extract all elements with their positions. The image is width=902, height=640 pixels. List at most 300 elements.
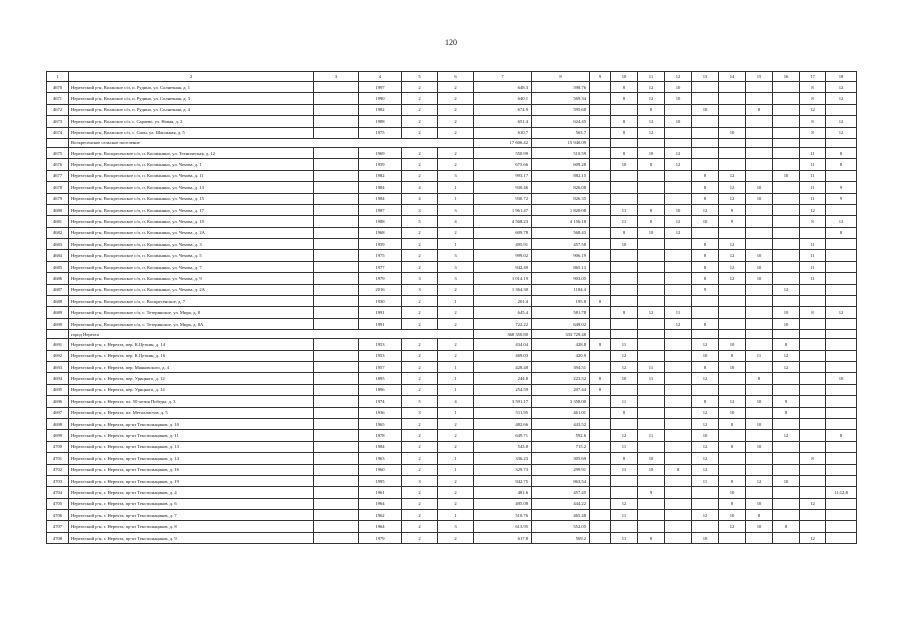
table-cell: 11 — [611, 204, 638, 215]
table-cell — [826, 239, 857, 250]
table-cell: 640.1 — [474, 93, 532, 104]
table-cell: 8 — [826, 227, 857, 238]
table-cell: 12 — [665, 227, 692, 238]
table-cell: 1984 — [359, 441, 402, 452]
table-cell: 4692 — [47, 350, 69, 361]
table-cell — [773, 159, 800, 170]
table-cell: 8 — [590, 384, 611, 395]
table-cell — [719, 296, 746, 307]
table-cell — [692, 127, 719, 138]
table-cell: 722.22 — [474, 318, 532, 329]
table-header-row — [47, 72, 857, 82]
table-cell: 9 — [692, 284, 719, 295]
table-cell: 2 — [438, 104, 474, 115]
table-cell: 8 — [719, 441, 746, 452]
table-cell: Нерехтский р-н, г. Нерехта, пер. Урицкого, д. 14 — [69, 384, 314, 395]
table-cell — [773, 127, 800, 138]
table-cell: 3 — [438, 273, 474, 284]
empty-cell — [746, 138, 773, 147]
table-cell — [314, 361, 359, 372]
table-cell — [773, 93, 800, 104]
table-cell — [665, 418, 692, 429]
table-cell — [590, 116, 611, 127]
table-cell: 648.3 — [474, 82, 532, 93]
table-cell: 12 — [826, 127, 857, 138]
empty-cell — [665, 138, 692, 147]
table-cell — [692, 498, 719, 509]
table-cell — [590, 227, 611, 238]
table-cell: 2 — [438, 127, 474, 138]
table-cell — [665, 384, 692, 395]
table-cell — [611, 261, 638, 272]
empty-cell — [826, 330, 857, 339]
table-cell: 8 — [800, 127, 826, 138]
table-cell — [719, 384, 746, 395]
table-cell — [314, 296, 359, 307]
table-cell: 4702 — [47, 464, 69, 475]
table-cell — [314, 250, 359, 261]
table-cell: 10 — [746, 261, 773, 272]
table-cell: Нерехтский р-н, Воскресенское с/п, п. Космынино, ул. Техническая, д. 12 — [69, 147, 314, 158]
table-cell: 3 591.17 — [474, 396, 532, 407]
table-cell: 8 — [692, 396, 719, 407]
table-cell: 11 — [611, 396, 638, 407]
column-header: 18 — [826, 72, 857, 82]
table-cell — [590, 104, 611, 115]
table-cell: 12 — [800, 498, 826, 509]
column-header: 12 — [665, 72, 692, 82]
table-cell — [590, 510, 611, 521]
table-cell: 12 — [826, 116, 857, 127]
table-cell — [638, 510, 665, 521]
table-cell — [773, 216, 800, 227]
table-cell — [773, 193, 800, 204]
table-cell: 12 — [611, 498, 638, 509]
table-cell — [719, 93, 746, 104]
table-cell — [692, 296, 719, 307]
table-cell: 11 — [692, 475, 719, 486]
table-cell: 8 — [800, 82, 826, 93]
table-cell: 4671 — [47, 93, 69, 104]
table-cell — [590, 361, 611, 372]
table-cell — [665, 430, 692, 441]
table-cell — [611, 296, 638, 307]
table-cell: Нерехтский р-н, Воскресенское с/п, п. Космынино, ул. Чехова, д. 11 — [69, 170, 314, 181]
table-cell: Нерехтский р-н, г. Нерехта, пер. Маяковского, д. 4 — [69, 361, 314, 372]
table-cell: Нерехтский р-н, Воскресенское с/п, п. Космынино, ул. Чехова, д. 3 — [69, 239, 314, 250]
table-cell — [638, 273, 665, 284]
table-cell: 12 — [611, 350, 638, 361]
table-cell: 4703 — [47, 475, 69, 486]
table-cell: 1896 — [359, 384, 402, 395]
table-cell: 4707 — [47, 521, 69, 532]
table-cell — [746, 487, 773, 498]
table-cell: 592.6 — [532, 430, 590, 441]
table-cell — [719, 227, 746, 238]
table-cell: 2 — [438, 318, 474, 329]
table-cell — [773, 498, 800, 509]
table-cell: 11 — [800, 193, 826, 204]
table-cell — [719, 373, 746, 384]
table-cell — [719, 82, 746, 93]
table-cell — [746, 361, 773, 372]
empty-cell — [47, 138, 69, 147]
table-cell — [665, 373, 692, 384]
table-cell — [692, 147, 719, 158]
table-cell: 1997 — [359, 82, 402, 93]
table-cell — [746, 384, 773, 395]
table-cell: 2 — [402, 498, 438, 509]
column-header: 8 — [532, 72, 590, 82]
table-cell: 4678 — [47, 182, 69, 193]
table-cell: 12 — [826, 307, 857, 318]
empty-cell — [746, 330, 773, 339]
table-cell: 613.95 — [474, 521, 532, 532]
table-cell — [773, 204, 800, 215]
table-row — [47, 350, 857, 361]
table-cell: 649.02 — [532, 318, 590, 329]
table-cell: 12 — [826, 216, 857, 227]
table-cell: 420.9 — [532, 350, 590, 361]
table-row — [47, 487, 857, 498]
table-cell: 12 — [692, 204, 719, 215]
table-cell: 1984 — [359, 182, 402, 193]
table-cell: 865.13 — [532, 261, 590, 272]
table-row — [47, 475, 857, 486]
table-cell: 10 — [746, 441, 773, 452]
table-cell — [314, 116, 359, 127]
table-cell: Нерехтский р-н, Воскресенское с/п, п. Космынино, ул. Чехова, д. 2А — [69, 284, 314, 295]
table-row — [47, 104, 857, 115]
table-cell: 2 — [402, 159, 438, 170]
column-header: 9 — [590, 72, 611, 82]
table-row — [47, 510, 857, 521]
table-cell: Нерехтский р-н, г. Нерехта, пр-кт Текстильщиков, д. 14 — [69, 453, 314, 464]
table-cell: 10 — [638, 453, 665, 464]
table-cell — [692, 384, 719, 395]
table-cell: 4676 — [47, 159, 69, 170]
table-cell: 1974 — [359, 396, 402, 407]
table-cell: 12 — [826, 82, 857, 93]
table-cell: 610.7 — [474, 127, 532, 138]
table-cell: 1969 — [359, 147, 402, 158]
table-cell: Нерехтский р-н, Воскресенское с/п, п. Космынино, ул. Чехова, д. 17 — [69, 204, 314, 215]
table-cell: 4684 — [47, 250, 69, 261]
table-cell — [800, 407, 826, 418]
table-cell — [314, 318, 359, 329]
table-cell — [826, 361, 857, 372]
table-cell: 11 — [800, 147, 826, 158]
table-cell — [665, 441, 692, 452]
table-cell — [826, 407, 857, 418]
table-cell: 8 — [590, 339, 611, 350]
table-cell: 8 — [638, 216, 665, 227]
empty-cell — [800, 138, 826, 147]
table-cell: 10 — [773, 475, 800, 486]
table-cell — [719, 318, 746, 329]
table-cell: Нерехтский р-н, Воскресенское с/п, п. Космынино, ул. Чехова, д. 5 — [69, 250, 314, 261]
table-cell: 3 358.00 — [532, 396, 590, 407]
table-cell — [590, 250, 611, 261]
table-cell: 495.08 — [474, 498, 532, 509]
table-cell: 2 — [402, 453, 438, 464]
table-cell: 8 — [611, 82, 638, 93]
table-cell — [773, 250, 800, 261]
table-cell: 1 — [438, 193, 474, 204]
table-cell: 4701 — [47, 453, 69, 464]
table-cell: 465.48 — [532, 510, 590, 521]
table-cell — [746, 339, 773, 350]
table-cell: 482.66 — [474, 418, 532, 429]
table-cell — [638, 261, 665, 272]
table-cell: 2 — [438, 487, 474, 498]
table-cell: 8 — [773, 521, 800, 532]
table-cell: 2 — [402, 318, 438, 329]
section-cell: 368 350.80 — [474, 330, 532, 339]
table-cell — [665, 127, 692, 138]
table-cell: 10 — [746, 273, 773, 284]
table-cell: 12 — [638, 82, 665, 93]
table-cell — [719, 116, 746, 127]
table-cell: 4675 — [47, 147, 69, 158]
table-cell: 11 — [800, 170, 826, 181]
table-cell — [638, 418, 665, 429]
table-cell: 1895 — [359, 373, 402, 384]
table-cell — [314, 170, 359, 181]
table-cell: 443.52 — [532, 418, 590, 429]
table-cell — [746, 318, 773, 329]
table-cell — [638, 441, 665, 452]
table-cell: 3 — [438, 170, 474, 181]
table-cell: 8 — [638, 204, 665, 215]
table-cell: 8 — [611, 227, 638, 238]
column-header: 7 — [474, 72, 532, 82]
table-cell: 10 — [719, 407, 746, 418]
table-cell — [746, 170, 773, 181]
table-cell: 12 — [719, 182, 746, 193]
column-header: 6 — [438, 72, 474, 82]
table-cell — [665, 453, 692, 464]
table-cell: 4706 — [47, 510, 69, 521]
table-cell — [638, 239, 665, 250]
table-cell: 12 — [611, 430, 638, 441]
section-cell: 17 606.42 — [474, 138, 532, 147]
table-cell: 11 — [611, 510, 638, 521]
table-cell: 4 — [402, 182, 438, 193]
table-cell — [665, 273, 692, 284]
table-cell: 2 — [402, 373, 438, 384]
table-cell: 12 — [719, 250, 746, 261]
table-row — [47, 441, 857, 452]
table-cell — [826, 532, 857, 543]
table-cell: 3 — [402, 284, 438, 295]
table-cell — [719, 532, 746, 543]
table-cell: 2 — [402, 350, 438, 361]
table-cell — [746, 116, 773, 127]
table-cell — [746, 204, 773, 215]
table-cell — [611, 487, 638, 498]
table-cell: 12 — [773, 361, 800, 372]
table-cell — [314, 418, 359, 429]
table-cell: 2 — [402, 418, 438, 429]
table-cell: 3 — [402, 204, 438, 215]
table-cell: 569.2 — [532, 532, 590, 543]
table-cell: 2 — [402, 307, 438, 318]
table-cell — [746, 227, 773, 238]
table-cell: 10 — [719, 487, 746, 498]
table-cell: 11 — [746, 350, 773, 361]
table-cell — [800, 521, 826, 532]
table-cell: 12 — [719, 521, 746, 532]
table-cell: 2 — [438, 307, 474, 318]
table-cell — [314, 182, 359, 193]
table-cell: 8 — [638, 159, 665, 170]
table-cell: 4696 — [47, 396, 69, 407]
table-cell: 10 — [773, 307, 800, 318]
table-cell: Нерехтский р-н, Воскресенское с/п, п. Космынино, ул. Чехова, д. 1 — [69, 159, 314, 170]
table-cell: 1 820.08 — [532, 204, 590, 215]
table-cell: 826.35 — [532, 193, 590, 204]
table-cell: 2 — [438, 227, 474, 238]
table-cell: 4679 — [47, 193, 69, 204]
table-row — [47, 227, 857, 238]
table-cell: 5 — [402, 216, 438, 227]
table-cell: 11 — [800, 261, 826, 272]
table-cell — [665, 396, 692, 407]
table-cell: 645.4 — [474, 307, 532, 318]
table-cell: 12 — [719, 396, 746, 407]
table-cell — [314, 350, 359, 361]
table-cell — [611, 193, 638, 204]
column-header: 16 — [773, 72, 800, 82]
table-cell — [665, 350, 692, 361]
table-cell: 10 — [826, 373, 857, 384]
table-cell: 2 — [402, 487, 438, 498]
table-cell — [719, 464, 746, 475]
column-header: 2 — [69, 72, 314, 82]
table-cell: Нерехтский р-н, Волжское с/п, п. Рудино, ул. Солнечная, д. 1 — [69, 82, 314, 93]
table-cell — [826, 339, 857, 350]
table-cell: 563.7 — [532, 127, 590, 138]
table-cell: 254.59 — [474, 384, 532, 395]
table-cell: 8 — [719, 475, 746, 486]
table-row — [47, 216, 857, 227]
table-cell: Нерехтский р-н, Воскресенское с/п, п. Космынино, ул. Чехова, д. 7 — [69, 261, 314, 272]
table-cell: 569.34 — [532, 93, 590, 104]
table-row — [47, 464, 857, 475]
table-cell: 12 — [665, 216, 692, 227]
table-cell — [773, 261, 800, 272]
empty-cell — [773, 138, 800, 147]
column-header: 3 — [314, 72, 359, 82]
table-cell: 495.91 — [474, 239, 532, 250]
table-cell: 3 — [438, 204, 474, 215]
table-cell — [314, 307, 359, 318]
table-cell — [590, 261, 611, 272]
table-cell: 3 — [402, 407, 438, 418]
table-cell: Нерехтский р-н, г. Нерехта, пер. К.Цеткин, д. 16 — [69, 350, 314, 361]
table-cell: 4686 — [47, 273, 69, 284]
section-cell: 333 729.48 — [532, 330, 590, 339]
table-cell: 8 — [800, 307, 826, 318]
table-cell: 3 — [438, 521, 474, 532]
table-cell — [773, 104, 800, 115]
table-cell: 675.66 — [474, 159, 532, 170]
table-cell: 457.58 — [532, 239, 590, 250]
table-cell: 598.76 — [532, 82, 590, 93]
table-row — [47, 396, 857, 407]
table-cell — [638, 193, 665, 204]
table-cell: Нерехтский р-н, г. Нерехта, пер. Урицкого, д. 12 — [69, 373, 314, 384]
table-cell — [746, 82, 773, 93]
table-cell — [800, 430, 826, 441]
table-cell: 10 — [773, 318, 800, 329]
table-cell: 8 — [611, 307, 638, 318]
column-header: 1 — [47, 72, 69, 82]
table-cell: 12 — [773, 284, 800, 295]
table-cell: 2 — [402, 170, 438, 181]
table-cell: Нерехтский р-н, г. Нерехта, пл. 50-летия Победы, д. 3 — [69, 396, 314, 407]
table-cell: 11 — [611, 532, 638, 543]
table-cell: 10 — [638, 147, 665, 158]
table-cell: 8 — [719, 498, 746, 509]
table-cell — [826, 396, 857, 407]
table-cell — [826, 510, 857, 521]
table-row — [47, 453, 857, 464]
table-cell: 1953 — [359, 350, 402, 361]
table-cell — [719, 453, 746, 464]
table-cell: 9 — [773, 396, 800, 407]
table-cell — [665, 475, 692, 486]
table-cell: 12 — [638, 127, 665, 138]
table-cell — [638, 284, 665, 295]
table-cell: 4689 — [47, 307, 69, 318]
table-cell — [638, 296, 665, 307]
table-cell: 394.51 — [532, 361, 590, 372]
table-cell — [314, 384, 359, 395]
table-row — [47, 384, 857, 395]
table-cell: 930.72 — [474, 193, 532, 204]
table-cell: 12 — [692, 441, 719, 452]
table-cell — [665, 250, 692, 261]
table-cell: 10 — [692, 430, 719, 441]
table-cell — [800, 418, 826, 429]
table-cell: 8 — [590, 296, 611, 307]
table-cell: 9 — [719, 216, 746, 227]
table-cell: 8 — [719, 350, 746, 361]
table-row — [47, 498, 857, 509]
table-row — [47, 127, 857, 138]
table-row — [47, 284, 857, 295]
table-cell: Нерехтский р-н, г. Нерехта, пр-кт Текстильщиков, д. 19 — [69, 475, 314, 486]
table-cell — [314, 339, 359, 350]
table-cell — [590, 453, 611, 464]
table-cell — [590, 407, 611, 418]
empty-cell — [611, 330, 638, 339]
table-cell: Нерехтский р-н, Волжское с/п, с. Сион, ул. Школьная, д. 5 — [69, 127, 314, 138]
table-cell: 4682 — [47, 227, 69, 238]
table-cell: 882.15 — [532, 170, 590, 181]
table-cell — [314, 396, 359, 407]
table-cell: 2 — [438, 532, 474, 543]
table-cell: 10 — [665, 82, 692, 93]
table-cell: 2 — [402, 82, 438, 93]
table-cell: 10 — [746, 193, 773, 204]
table-cell: 581.78 — [532, 307, 590, 318]
table-cell: Нерехтский р-н, г. Нерехта, пр-кт Текстильщиков, д. 11 — [69, 430, 314, 441]
table-cell — [611, 318, 638, 329]
table-cell: 12 — [719, 273, 746, 284]
